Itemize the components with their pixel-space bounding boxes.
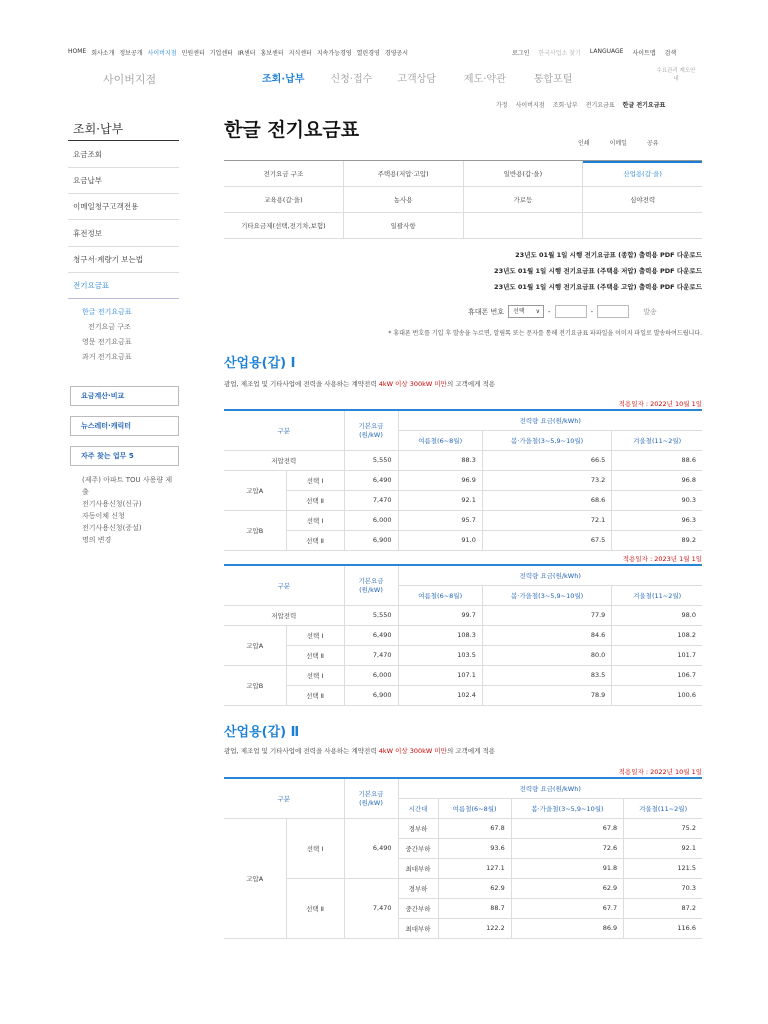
header-energy-rate: 전력량 요금(원/kWh)	[398, 565, 702, 585]
phone-last-input[interactable]	[597, 305, 629, 318]
faq-link[interactable]: 명의 변경	[82, 536, 112, 544]
page-tools	[578, 138, 659, 147]
download-pdf-residential-low[interactable]: 23년도 01월 1일 시행 전기요금표 (주택용 저압) 출력용 PDF 다운로드	[494, 267, 702, 275]
table-row	[224, 605, 702, 625]
cell-time: 경부하	[398, 878, 438, 898]
cell-value: 89.2	[612, 530, 702, 550]
desc-text: 광업, 제조업 및 기타사업에 전력을 사용하는 계약전력	[224, 380, 377, 388]
cell-value: 108.3	[398, 625, 482, 645]
cell-value: 68.6	[482, 490, 611, 510]
cell-value: 7,470	[344, 490, 398, 510]
cell-value: 121.5	[624, 858, 702, 878]
sitemap-link[interactable]: 사이트맵	[632, 50, 656, 57]
header-season: 여름철(6~8월)	[438, 798, 511, 818]
cell-value: 108.2	[612, 625, 702, 645]
cell-value: 101.7	[612, 645, 702, 665]
topnav-item[interactable]: 홍보센터	[260, 50, 284, 57]
mainnav-item[interactable]: 통합포털	[533, 74, 573, 85]
tab-0-1[interactable]: 주택용(저압·고압)	[344, 161, 464, 186]
cell-group: 고압A	[224, 470, 286, 510]
cell-value: 72.1	[482, 510, 611, 530]
mainnav-item[interactable]: 신청·접수	[330, 74, 373, 85]
cell-value: 107.1	[398, 665, 482, 685]
table-row	[224, 530, 702, 550]
cell-value: 67.5	[482, 530, 611, 550]
desc-text: 의 고객에게 적용	[446, 380, 496, 388]
breadcrumb-item[interactable]: 전기요금표	[585, 102, 615, 109]
cell-value: 7,470	[344, 645, 398, 665]
sidebar-subitem[interactable]: 한글 전기요금표	[82, 308, 132, 316]
header-season: 봄·가을철(3~5,9~10월)	[482, 430, 611, 450]
top-right-links	[512, 48, 676, 57]
cell-value: 95.7	[398, 510, 482, 530]
phone-form	[468, 305, 657, 318]
rate-category-tabs	[224, 160, 702, 239]
download-pdf-all[interactable]: 23년도 01월 1일 시행 전기요금표 (종합) 출력용 PDF 다운로드	[515, 251, 702, 259]
cell-value: 6,900	[344, 685, 398, 705]
table-row	[224, 490, 702, 510]
tab-row	[224, 213, 702, 239]
sidebar-subitem[interactable]: 과거 전기요금표	[82, 353, 132, 361]
cell-value: 6,000	[344, 510, 398, 530]
table-row	[224, 645, 702, 665]
cell-value: 92.1	[398, 490, 482, 510]
cell-value: 122.2	[438, 918, 511, 938]
table-row	[224, 510, 702, 530]
sidebar-box[interactable]: 요금계산·비교	[70, 386, 179, 406]
cell-value: 86.9	[511, 918, 623, 938]
sidebar-subitem[interactable]: 영문 전기요금표	[82, 338, 132, 346]
tab-0-2[interactable]: 일반용(갑·을)	[464, 161, 584, 186]
cell-option: 선택 Ⅱ	[286, 878, 344, 938]
cell-option: 선택 Ⅰ	[286, 818, 344, 878]
cell-value: 96.9	[398, 470, 482, 490]
header-kind: 구분	[224, 410, 344, 450]
sidebar-box[interactable]: 뉴스레터·캐릭터	[70, 416, 179, 436]
table-row	[224, 625, 702, 645]
table-row	[224, 470, 702, 490]
cell-value: 90.3	[612, 490, 702, 510]
phone-dash: -	[590, 307, 594, 316]
effective-date-3: 적용일자 : 2022년 10월 1일	[618, 768, 702, 776]
topnav-item[interactable]: 지식센터	[288, 50, 312, 57]
faq-list	[82, 474, 177, 546]
cell-value: 80.0	[482, 645, 611, 665]
topnav-item[interactable]: 기업센터	[209, 50, 233, 57]
rate-table-1	[224, 409, 702, 551]
sidebar-item[interactable]: 청구서·계량기 보는법	[68, 246, 179, 273]
cell-group: 고압A	[224, 625, 286, 665]
topnav-item[interactable]: 회사소개	[91, 50, 115, 57]
send-button[interactable]: 발송	[643, 307, 657, 316]
share-button[interactable]: 공유	[646, 140, 659, 147]
cell-value: 100.6	[612, 685, 702, 705]
cell-value: 66.5	[482, 450, 611, 470]
cell-value: 102.4	[398, 685, 482, 705]
cell-value: 103.5	[398, 645, 482, 665]
header-kind: 구분	[224, 778, 344, 818]
tab-0-3[interactable]: 산업용(갑·을)	[583, 161, 702, 186]
tab-0-0[interactable]: 전기요금 구조	[224, 161, 344, 186]
email-button[interactable]: 이메일	[609, 140, 627, 147]
sms-notice: * 휴대폰 번호를 기입 후 발송을 누르면, 알림톡 또는 문자를 통해 전기요금표 파파일을 이미지 파일로 발송하여드립니다.	[388, 330, 702, 337]
tab-1-3[interactable]: 심야전력	[630, 196, 656, 204]
table-row	[224, 450, 702, 470]
breadcrumb-item[interactable]: 가정	[496, 102, 508, 109]
cell-value: 6,900	[344, 530, 398, 550]
cell-value: 73.2	[482, 470, 611, 490]
header-season: 여름철(6~8월)	[398, 430, 482, 450]
header-energy-rate: 전력량 요금(원/kWh)	[398, 778, 702, 798]
download-pdf-residential-high[interactable]: 23년도 01월 1일 시행 전기요금표 (주택용 고압) 출력용 PDF 다운로드	[494, 283, 702, 291]
tab-2-1[interactable]: 일괄사항	[344, 213, 464, 238]
cell-value: 91.0	[398, 530, 482, 550]
topnav-item[interactable]: 사이버지점	[147, 50, 177, 57]
cell-value: 98.0	[612, 605, 702, 625]
table-row	[224, 818, 702, 838]
tab-1-2[interactable]: 가로등	[464, 187, 584, 212]
cell-value: 88.6	[612, 450, 702, 470]
page-title: 한글 전기요금표	[224, 119, 360, 141]
cell-value: 92.1	[624, 838, 702, 858]
sidebar-item[interactable]: 요금조회	[68, 141, 179, 168]
search-link[interactable]: 검색	[664, 50, 677, 57]
tab-2-0[interactable]: 기타요금제(선택,전기차,보험)	[224, 213, 344, 238]
header-base-rate: 기본요금 (원/kW)	[344, 410, 398, 450]
main-nav	[262, 70, 598, 85]
cell-group: 고압B	[224, 665, 286, 705]
chevron-down-icon: ∨	[535, 308, 541, 315]
desc-text: 광업, 제조업 및 기타사업에 전력을 사용하는 계약전력	[224, 747, 377, 755]
cell-time: 최대부하	[398, 858, 438, 878]
phone-label: 휴대폰 번호	[468, 307, 505, 316]
branch-title: 사이버지점	[103, 73, 157, 86]
topnav-item[interactable]: 열린경영	[356, 50, 380, 57]
topnav-item[interactable]: HOME	[68, 48, 87, 55]
sidebar-item[interactable]: 휴전정보	[68, 220, 179, 247]
cell-value: 62.9	[511, 878, 623, 898]
cell-option: 선택 Ⅱ	[286, 530, 344, 550]
top-utility-nav	[68, 48, 408, 57]
cell-time: 최대부하	[398, 918, 438, 938]
sidebar-item[interactable]: 전기요금표	[68, 272, 179, 299]
cell-value: 88.7	[438, 898, 511, 918]
cell-option: 선택 Ⅰ	[286, 665, 344, 685]
phone-prefix-select[interactable]	[508, 305, 544, 318]
cell-group: 고압A	[224, 818, 286, 938]
topnav-item[interactable]: 정보공개	[119, 50, 143, 57]
tab-row	[224, 187, 702, 213]
table-row	[224, 878, 702, 898]
cell-option: 선택 Ⅱ	[286, 685, 344, 705]
cell-value: 6,000	[344, 665, 398, 685]
breadcrumb-item[interactable]: 한글 전기요금표	[622, 102, 666, 109]
faq-link[interactable]: (제주) 아파트 TOU 사용량 제출	[82, 476, 173, 496]
phone-dash: -	[548, 307, 551, 316]
tab-2-2	[464, 213, 584, 238]
rate-table-3	[224, 777, 702, 939]
desc-text: 의 고객에게 적용	[446, 747, 496, 755]
breadcrumb-item[interactable]: 조회·납부	[552, 102, 578, 109]
section-title-industrial-2: 산업용(갑) Ⅱ	[224, 725, 300, 740]
cell-value: 67.7	[511, 898, 623, 918]
cell-kind: 저압전력	[224, 605, 344, 625]
cell-option: 선택 Ⅱ	[286, 490, 344, 510]
cell-value: 83.5	[482, 665, 611, 685]
language-link[interactable]: LANGUAGE	[589, 48, 624, 55]
cell-value: 67.8	[511, 818, 623, 838]
tab-row	[224, 161, 702, 187]
header-season: 봄·가을철(3~5,9~10월)	[511, 798, 623, 818]
cell-value: 96.8	[612, 470, 702, 490]
tab-1-1[interactable]: 농사용	[344, 187, 464, 212]
mainnav-item[interactable]: 제도·약관	[463, 74, 506, 85]
cell-value: 99.7	[398, 605, 482, 625]
cell-value: 93.6	[438, 838, 511, 858]
desc-highlight: 4kW 이상 300kW 미만	[378, 747, 447, 755]
cell-value: 6,490	[344, 470, 398, 490]
topnav-item[interactable]: 경영공시	[384, 50, 408, 57]
cell-value: 116.6	[624, 918, 702, 938]
mainnav-item[interactable]: 고객상담	[397, 74, 436, 85]
cell-value: 96.3	[612, 510, 702, 530]
sidebar-title: 조회·납부	[73, 122, 124, 136]
header-base-rate: 기본요금 (원/kW)	[344, 778, 398, 818]
cell-option: 선택 Ⅱ	[286, 645, 344, 665]
header-season: 겨울철(11~2월)	[612, 585, 702, 605]
topnav-item[interactable]: IR센터	[237, 50, 256, 57]
cell-value: 87.2	[624, 898, 702, 918]
cell-option: 선택 Ⅰ	[286, 510, 344, 530]
desc-highlight: 4kW 이상 300kW 미만	[378, 380, 447, 388]
cell-value: 91.8	[511, 858, 623, 878]
sidebar-item[interactable]: 요금납부	[68, 167, 179, 194]
effective-date-2: 적용일자 : 2023년 1월 1일	[622, 555, 702, 563]
section-title-industrial-1: 산업용(갑) Ⅰ	[224, 356, 296, 371]
cell-value: 127.1	[438, 858, 511, 878]
cell-group: 고압B	[224, 510, 286, 550]
cell-base: 6,490	[344, 818, 398, 878]
cell-value: 5,550	[344, 605, 398, 625]
cell-value: 78.9	[482, 685, 611, 705]
tab-2-3	[583, 213, 702, 238]
cell-time: 경부하	[398, 818, 438, 838]
cell-base: 7,470	[344, 878, 398, 938]
mainnav-item[interactable]: 조회·납부	[262, 74, 305, 85]
cell-value: 70.3	[624, 878, 702, 898]
cell-value: 88.3	[398, 450, 482, 470]
login-link[interactable]: 로그인	[512, 50, 530, 57]
header-season: 겨울철(11~2월)	[624, 798, 702, 818]
effective-date-1: 적용일자 : 2022년 10월 1일	[618, 400, 702, 408]
header-kind: 구분	[224, 565, 344, 605]
faq-link[interactable]: 전기사용신청(신규)	[82, 500, 142, 508]
cell-option: 선택 Ⅰ	[286, 625, 344, 645]
rate-table-2	[224, 564, 702, 706]
header-season: 여름철(6~8월)	[398, 585, 482, 605]
cell-option: 선택 Ⅰ	[286, 470, 344, 490]
sidebar-item[interactable]: 이메일청구고객전용	[68, 193, 179, 220]
table-row	[224, 665, 702, 685]
find-office-link[interactable]: 한국사업소 찾기	[538, 50, 581, 57]
cell-value: 6,490	[344, 625, 398, 645]
cell-value: 62.9	[438, 878, 511, 898]
faq-link[interactable]: 전기사용신청(증설)	[82, 524, 142, 532]
cell-value: 67.8	[438, 818, 511, 838]
breadcrumb	[496, 100, 665, 109]
cell-value: 106.7	[612, 665, 702, 685]
phone-middle-input[interactable]	[555, 305, 587, 318]
cell-value: 84.6	[482, 625, 611, 645]
header-base-rate: 기본요금 (원/kW)	[344, 565, 398, 605]
faq-link[interactable]: 자동이체 신청	[82, 512, 125, 520]
cell-kind: 저압전력	[224, 450, 344, 470]
sidebar-box[interactable]: 자주 찾는 업무 5	[70, 446, 179, 466]
topnav-item[interactable]: 민원센터	[181, 50, 205, 57]
topnav-item[interactable]: 지속가능경영	[316, 50, 352, 57]
tab-1-0[interactable]: 교육용(갑·을)	[224, 187, 344, 212]
cell-value: 72.6	[511, 838, 623, 858]
print-button[interactable]: 인쇄	[578, 140, 590, 147]
cell-time: 중간부하	[398, 898, 438, 918]
table-row	[224, 685, 702, 705]
cell-value: 75.2	[624, 818, 702, 838]
section-desc-2	[224, 746, 495, 755]
header-energy-rate: 전력량 요금(원/kWh)	[398, 410, 702, 430]
header-time: 시간대	[398, 798, 438, 818]
cell-value: 77.9	[482, 605, 611, 625]
header-season: 봄·가을철(3~5,9~10월)	[482, 585, 611, 605]
breadcrumb-item[interactable]: 사이버지점	[515, 102, 545, 109]
cell-value: 5,550	[344, 450, 398, 470]
section-desc-1	[224, 379, 495, 388]
demand-management-link[interactable]: 수요관리 제도안내	[656, 68, 696, 82]
header-season: 겨울철(11~2월)	[612, 430, 702, 450]
cell-time: 중간부하	[398, 838, 438, 858]
sidebar-subitem[interactable]: 전기요금 구조	[88, 323, 131, 331]
phone-prefix-value: 선택	[513, 308, 525, 315]
